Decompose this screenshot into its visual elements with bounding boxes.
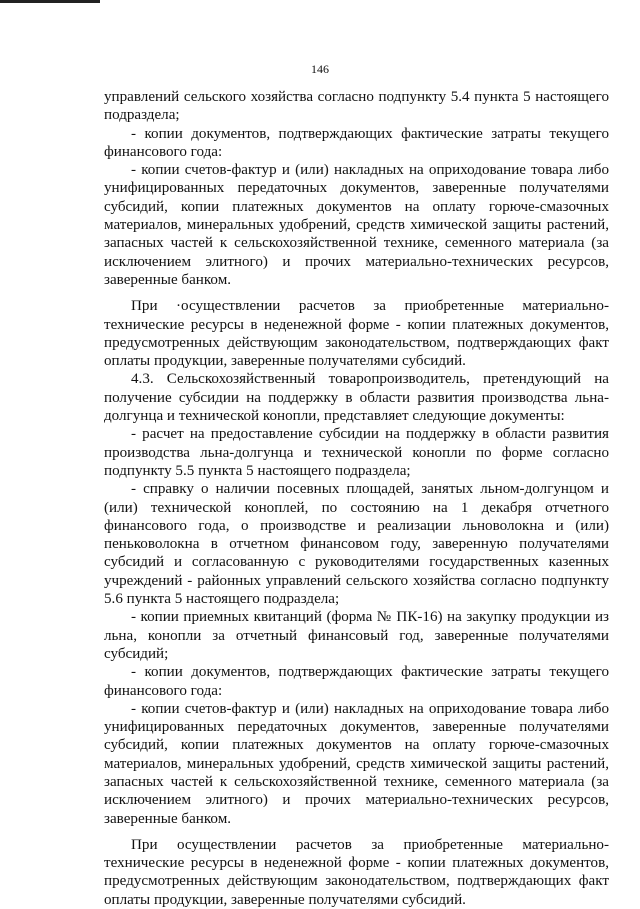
- paragraph-continuation: управлений сельского хозяйства согласно подпункту 5.4 пункта 5 настоящего подраздела;: [104, 89, 609, 124]
- paragraph-invoices: - копии счетов-фактур и (или) накладных на оприходование товара либо унифицированных передаточных документов, заверенные получателями субсидий, копии платежных документов на оплату горюче-смазочных материалов, минеральных удобрений, средств химической защиты растений, запасных частей к сельскохозяйственной технике, семенного материала (за исключением элитного) и прочих материально-технических ресурсов, заверенные банком.: [104, 162, 609, 288]
- paragraph-non-cash-payments: При ·осуществлении расчетов за приобретенные материально-технические ресурсы в неденежной форме - копии платежных документов, предусмотренных действующим законодательством, подтверждающих факт оплаты продукции, заверенные получателями субсидий.: [104, 298, 609, 370]
- scan-edge-mark: [0, 0, 100, 3]
- paragraph-invoices-2: - копии счетов-фактур и (или) накладных на оприходование товара либо унифицированных передаточных документов, заверенные получателями субсидий, копии платежных документов на оплату горюче-смазочных материалов, минеральных удобрений, средств химической защиты растений, запасных частей к сельскохозяйственной технике, семенного материала (за исключением элитного) и прочих материально-технических ресурсов, заверенные банком.: [104, 700, 609, 827]
- document-body: [104, 88, 609, 909]
- paragraph-section-4-3: 4.3. Сельскохозяйственный товаропроизводитель, претендующий на получение субсидии на поддержку в области развития производства льна-долгунца и технической конопли, представляет следующие документы:: [104, 371, 609, 425]
- paragraph-receipts-pk16: - копии приемных квитанций (форма № ПК-16) на закупку продукции из льна, конопли за отчетный финансовый год, заверенные получателями субсидий;: [104, 609, 609, 662]
- paragraph-cost-documents: - копии документов, подтверждающих фактические затраты текущего финансового года:: [104, 125, 609, 160]
- page-number: 146: [311, 62, 329, 76]
- paragraph-cost-documents-2: - копии документов, подтверждающих фактические затраты текущего финансового года:: [104, 664, 609, 699]
- paragraph-non-cash-payments-2: При осуществлении расчетов за приобретенные материально-технические ресурсы в неденежной форме - копии платежных документов, предусмотренных действующим законодательством, подтверждающих факт оплаты продукции, заверенные получателями субсидий.: [104, 836, 609, 908]
- paragraph-sown-area-certificate: - справку о наличии посевных площадей, занятых льном-долгунцом и (или) технической коноплей, по состоянию на 1 декабря отчетного финансового года, о производстве и реализации льноволокна и (или) пеньковолокна в отчетном финансовом году, заверенную получателями субсидий и согласованную с руководителями государственных казенных учреждений - районных управлений сельского хозяйства согласно подпункту 5.6 пункта 5 настоящего подраздела;: [104, 481, 609, 608]
- paragraph-subsidy-calculation: - расчет на предоставление субсидии на поддержку в области развития производства льна-долгунца и технической конопли по форме согласно подпункту 5.5 пункта 5 настоящего подраздела;: [104, 426, 609, 479]
